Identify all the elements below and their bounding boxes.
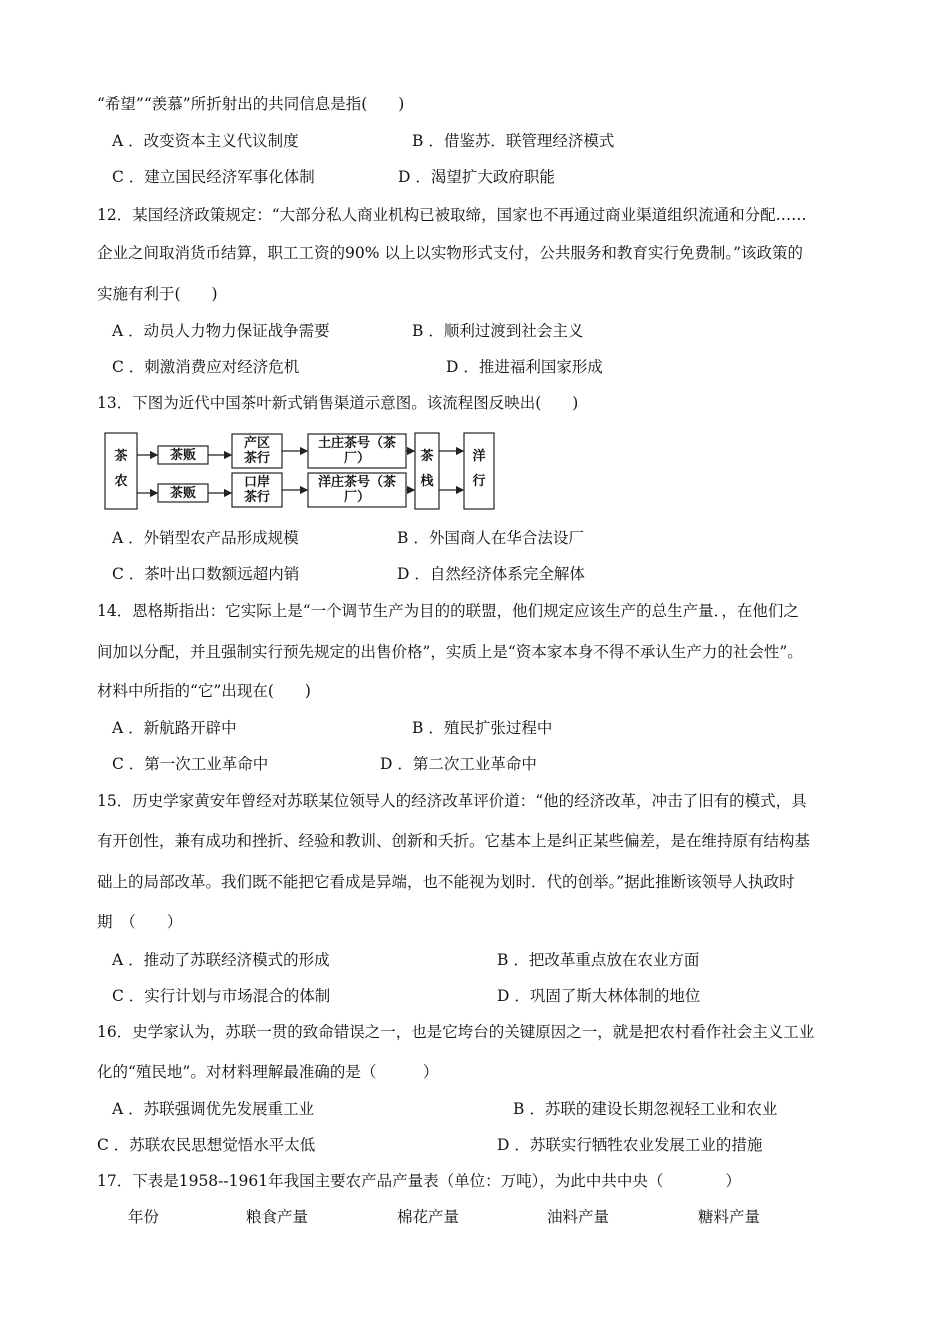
label-tea-warehouse: 茶栈 [420,449,434,489]
label-vendor1: 茶贩 [169,448,196,463]
q12-option-a[interactable]: A ．动员人力物力保证战争需要 [112,322,330,340]
q11-option-b[interactable]: B ．借鉴苏．联管理经济模式 [412,132,615,150]
label-origin-firm: 产区茶行 [244,436,271,466]
q12-option-d[interactable]: D ．推进福利国家形成 [446,358,603,376]
q13-option-d[interactable]: D ．自然经济体系完全解体 [397,565,585,583]
q13-option-b[interactable]: B ．外国商人在华合法设厂 [397,529,584,547]
q14-stem-line3: 材料中所指的“它”出现在( ) [97,682,311,700]
q11-option-a[interactable]: A ．改变资本主义代议制度 [112,132,299,150]
q17-stem: 17．下表是1958--1961年我国主要农产品产量表（单位：万吨），为此中共中央（ ） [97,1172,741,1190]
q15-stem-line4: 期 （ ） [97,913,183,931]
q17-header-cotton: 棉花产量 [397,1208,460,1226]
q13-stem: 13．下图为近代中国茶叶新式销售渠道示意图。该流程图反映出( ) [97,394,579,412]
label-foreign-tea-house: 洋庄茶号（茶厂） [318,475,397,505]
q12-option-c[interactable]: C ．刺激消费应对经济危机 [112,358,300,376]
q12-stem-line3: 实施有利于( ) [97,285,218,303]
q17-header-grain: 粮食产量 [246,1208,309,1226]
label-farmer: 茶农 [114,449,128,489]
q12-stem-line1: 12．某国经济政策规定：“大部分私人商业机构已被取缔，国家也不再通过商业渠道组织流通和分配…… [97,206,807,224]
q15-option-d[interactable]: D ．巩固了斯大林体制的地位 [497,987,701,1005]
q14-stem-line1: 14．恩格斯指出：它实际上是“一个调节生产为目的的联盟，他们规定应该生产的总生产量．，在他们之 [97,602,799,620]
label-vendor2: 茶贩 [169,486,196,501]
q15-stem-line1: 15．历史学家黄安年曾经对苏联某位领导人的经济改革评价道：“他的经济改革，冲击了旧有的模式，具 [97,792,807,810]
q11-option-c[interactable]: C ．建立国民经济军事化体制 [112,168,315,186]
q14-option-a[interactable]: A ．新航路开辟中 [112,719,237,737]
q15-option-c[interactable]: C ．实行计划与市场混合的体制 [112,987,331,1005]
label-local-tea-house: 土庄茶号（茶厂） [318,436,397,466]
q13-option-a[interactable]: A ．外销型农产品形成规模 [112,529,299,547]
q15-stem-line3: 础上的局部改革。我们既不能把它看成是异端，也不能视为划时．代的创举。”据此推断该领导人执政时 [97,873,795,891]
label-foreign-firm: 洋行 [472,449,486,489]
q17-header-sugar: 糖料产量 [698,1208,761,1226]
q15-option-b[interactable]: B ．把改革重点放在农业方面 [497,951,700,969]
q17-header-oil: 油料产量 [547,1208,610,1226]
q13-option-c[interactable]: C ．茶叶出口数额远超内销 [112,565,300,583]
q17-header-year: 年份 [128,1208,160,1226]
q16-option-b[interactable]: B ．苏联的建设长期忽视轻工业和农业 [513,1100,778,1118]
q14-option-d[interactable]: D ．第二次工业革命中 [380,755,537,773]
q16-stem-line2: 化的“殖民地”。对材料理解最准确的是（ ） [97,1063,439,1081]
q16-option-a[interactable]: A ．苏联强调优先发展重工业 [112,1100,315,1118]
q14-option-c[interactable]: C ．第一次工业革命中 [112,755,269,773]
q11-stem: “希望”“羡慕”所折射出的共同信息是指( ) [97,95,405,113]
q16-option-c[interactable]: C ．苏联农民思想觉悟水平太低 [97,1136,316,1154]
label-port-firm: 口岸茶行 [244,475,271,505]
q14-stem-line2: 间加以分配，并且强制实行预先规定的出售价格”，实质上是“资本家本身不得不承认生产力的社会性”。 [97,643,803,661]
q16-option-d[interactable]: D ．苏联实行牺牲农业发展工业的措施 [497,1136,763,1154]
q12-option-b[interactable]: B ．顺利过渡到社会主义 [412,322,584,340]
q11-option-d[interactable]: D ．渴望扩大政府职能 [398,168,555,186]
q15-stem-line2: 有开创性，兼有成功和挫折、经验和教训、创新和夭折。它基本上是纠正某些偏差，是在维持原有结构基 [97,832,811,850]
tea-sales-flowchart [104,432,496,510]
q15-option-a[interactable]: A ．推动了苏联经济模式的形成 [112,951,330,969]
q12-stem-line2: 企业之间取消货币结算，职工工资的90% 以上以实物形式支付，公共服务和教育实行免费制。”该政策的 [97,244,804,262]
q16-stem-line1: 16．史学家认为，苏联一贯的致命错误之一，也是它垮台的关键原因之一，就是把农村看作社会主义工业 [97,1023,815,1041]
q14-option-b[interactable]: B ．殖民扩张过程中 [412,719,553,737]
